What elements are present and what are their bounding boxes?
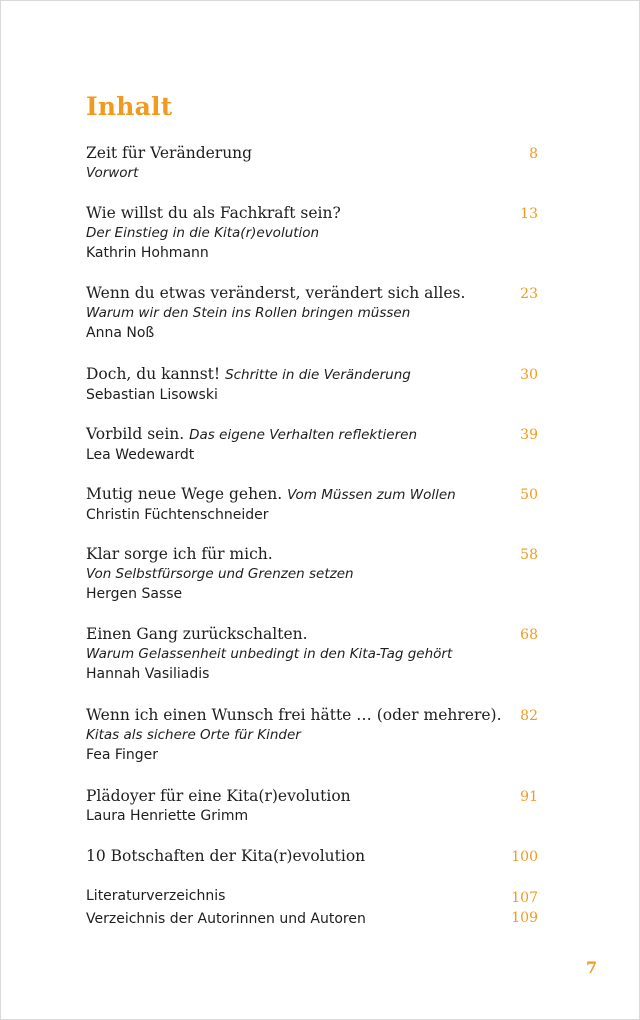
toc-entry-page: 30 (520, 367, 538, 383)
toc-entry-page: 91 (520, 789, 538, 805)
toc-entry-author: Fea Finger (86, 747, 158, 763)
toc-entry-page: 13 (520, 206, 538, 222)
toc-entry-title: Wenn du etwas veränderst, verändert sich alles. (86, 284, 466, 302)
toc-entry-title: Wenn ich einen Wunsch frei hätte … (oder mehrere). (86, 706, 502, 724)
toc-entry-author: Anna Noß (86, 325, 155, 341)
toc-entry-author: Laura Henriette Grimm (86, 808, 249, 824)
toc-entry-page: 39 (520, 427, 538, 443)
toc-entry[interactable] (86, 624, 538, 684)
toc-entry-subtitle: Warum wir den Stein ins Rollen bringen müssen (86, 305, 411, 321)
page-title: Inhalt (86, 92, 173, 121)
toc-entry[interactable] (86, 885, 538, 907)
toc-entry-title: Verzeichnis der Autorinnen und Autoren (86, 911, 366, 927)
toc-entry[interactable] (86, 364, 538, 405)
toc-entry[interactable] (86, 484, 538, 525)
toc-entry-title: Klar sorge ich für mich. (86, 545, 273, 563)
toc-entry-title: Wie willst du als Fachkraft sein? (86, 204, 341, 222)
toc-entry-author: Kathrin Hohmann (86, 245, 209, 261)
toc-entry-subtitle: Schritte in die Veränderung (225, 367, 411, 383)
toc-entry-title: Vorbild sein. (86, 425, 185, 443)
toc-entry-author: Lea Wedewardt (86, 447, 195, 463)
page-number: 7 (586, 958, 598, 977)
toc-entry-title: Mutig neue Wege gehen. (86, 485, 283, 503)
toc-entry-page: 50 (520, 487, 538, 503)
toc-entry-author: Hannah Vasiliadis (86, 666, 210, 682)
toc-entry-page: 107 (511, 890, 538, 906)
toc-entry-page: 68 (520, 627, 538, 643)
toc-entry-page: 109 (511, 910, 538, 926)
toc-entry-author: Hergen Sasse (86, 586, 183, 602)
toc-entry-author: Sebastian Lisowski (86, 387, 218, 403)
toc-entry-page: 8 (529, 146, 538, 162)
toc-entry[interactable] (86, 283, 538, 343)
toc-entry[interactable] (86, 424, 538, 465)
toc-entry[interactable] (86, 143, 538, 183)
toc-entry[interactable] (86, 705, 538, 765)
toc-entry-title: 10 Botschaften der Kita(r)evolution (86, 847, 366, 865)
toc-entry-subtitle: Der Einstieg in die Kita(r)evolution (86, 225, 320, 241)
toc-entry[interactable] (86, 786, 538, 826)
toc-entry-title: Einen Gang zurückschalten. (86, 625, 308, 643)
toc-entry-subtitle: Kitas als sichere Orte für Kinder (86, 727, 301, 743)
toc-entry[interactable] (86, 203, 538, 263)
toc-entry-page: 23 (520, 286, 538, 302)
toc-entry-subtitle: Das eigene Verhalten reflektieren (189, 427, 418, 443)
toc-entry-page: 58 (520, 547, 538, 563)
toc-entry-subtitle: Warum Gelassenheit unbedingt in den Kita-Tag gehört (86, 646, 453, 662)
toc-entry[interactable] (86, 908, 538, 930)
toc-entry-author: Christin Füchtenschneider (86, 507, 269, 523)
toc-entry-subtitle: Vom Müssen zum Wollen (287, 487, 456, 503)
toc-entry-title: Plädoyer für eine Kita(r)evolution (86, 787, 351, 805)
toc-entry-title: Zeit für Veränderung (86, 144, 253, 162)
toc-entry-page: 82 (520, 708, 538, 724)
toc-entry[interactable] (86, 846, 538, 866)
toc-entry-page: 100 (511, 849, 538, 865)
toc-entry-subtitle: Vorwort (86, 165, 139, 181)
toc-entry-title: Doch, du kannst! (86, 365, 221, 383)
toc-entry-subtitle: Von Selbstfürsorge und Grenzen setzen (86, 566, 354, 582)
toc-entry-title: Literaturverzeichnis (86, 888, 226, 904)
toc-entry[interactable] (86, 544, 538, 604)
